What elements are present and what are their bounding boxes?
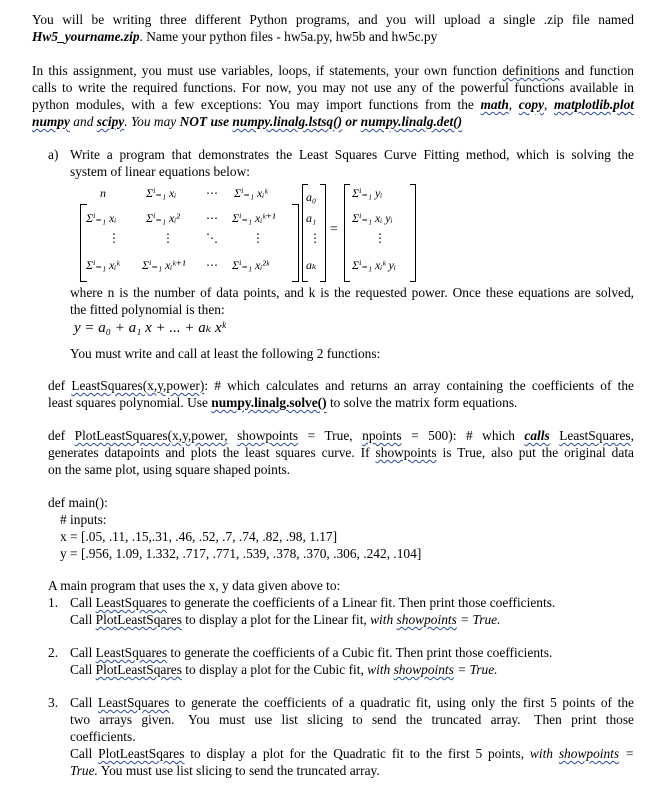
fn1-def: def bbox=[48, 378, 72, 393]
fitted-polynomial: y = a₀ + a₁ x + ... + aₖ xᵏ bbox=[74, 320, 226, 336]
m-r1c3: ⋯ bbox=[206, 186, 218, 200]
fn2-line-2-a: generates datapoints and plots the least squares curve. If bbox=[48, 445, 376, 460]
b-k: Σⁱ₌₁ xᵢᵏ yᵢ bbox=[352, 258, 396, 272]
fn1-signature: LeastSquares(x,y,power) bbox=[71, 378, 205, 393]
s3-true: True. bbox=[70, 763, 98, 778]
m-r4c4: Σⁱ₌₁ xᵢ²ᵏ bbox=[232, 258, 270, 272]
m-r3c1: ⋮ bbox=[108, 231, 120, 245]
m-r2c2: Σⁱ₌₁ xᵢ² bbox=[146, 211, 180, 225]
fn2-line-2 bbox=[48, 444, 634, 461]
fn1-line-1 bbox=[48, 377, 634, 394]
m-r1c1: n bbox=[100, 186, 106, 200]
s3-b3: = bbox=[619, 746, 635, 761]
s2-ls: LeastSquares bbox=[95, 645, 168, 660]
s3-pls: PlotLeastSqares bbox=[98, 746, 185, 761]
and-word: and bbox=[69, 114, 97, 129]
s3-b1: Call bbox=[70, 746, 99, 761]
step-3-line-2: two arrays given. You must use list slicing to send the truncated array. Then print those bbox=[70, 712, 634, 727]
rules-line-3: python modules, with a few exceptions: You may import functions from the math, copy, matplotlib.plot bbox=[32, 97, 634, 112]
part-a-line-1: Write a program that demonstrates the Least Squares Curve Fitting method, which is solving the bbox=[70, 147, 634, 162]
step-3-line-4 bbox=[70, 745, 634, 762]
s1-a1: Call bbox=[70, 595, 96, 610]
s1-b2: to display a plot for the Linear fit, bbox=[181, 612, 371, 627]
a-dots: ⋮ bbox=[309, 231, 321, 245]
s3-ls: LeastSquares bbox=[97, 695, 170, 710]
x-data: x = [.05, .11, .15,.31, .46, .52, .7, .74, .82, .98, 1.17] bbox=[60, 529, 338, 544]
part-a-line-2: system of linear equations below: bbox=[70, 164, 250, 179]
solve-func: numpy.linalg.solve() bbox=[211, 395, 327, 410]
step-1-num: 1. bbox=[48, 595, 59, 610]
det-func: numpy.linalg.det() bbox=[360, 114, 463, 129]
a-0: a₀ bbox=[306, 190, 317, 204]
s3-with: with bbox=[529, 746, 559, 761]
fn2-calls: calls bbox=[524, 428, 550, 443]
fn2-line-3: on the same plot, using square shaped points. bbox=[48, 462, 291, 477]
module-scipy: scipy bbox=[96, 114, 125, 129]
m-r1c2: Σⁱ₌₁ xᵢ bbox=[146, 186, 177, 200]
b-bracket-left bbox=[344, 184, 350, 282]
fn2-line-2-sp: showpoints bbox=[375, 445, 437, 460]
equals-sign: = bbox=[330, 222, 338, 237]
m-r2c1: Σⁱ₌₁ xᵢ bbox=[86, 211, 117, 225]
s2-b1: Call bbox=[70, 662, 96, 677]
part-a-after-2: the fitted polynomial is then: bbox=[70, 302, 225, 317]
fn1-line-2-a: least squares polynomial. Use bbox=[48, 395, 212, 410]
step-3-num: 3. bbox=[48, 695, 59, 710]
fn2-npoints: npoints bbox=[362, 428, 402, 443]
s1-ls: LeastSquares bbox=[95, 595, 168, 610]
b-dots: ⋮ bbox=[374, 231, 386, 245]
rules-line-2: calls to write the required functions. For now, you may not use any of the powerful functions available in bbox=[32, 80, 634, 95]
s1-b3: = True. bbox=[456, 612, 501, 627]
rules-line-1 bbox=[32, 62, 634, 79]
matrix-bracket-right bbox=[292, 204, 299, 282]
s3-a2: to generate the coefficients of a quadratic fit, using only the first 5 points of the bbox=[169, 695, 634, 710]
rules-line-1-c: and function bbox=[559, 63, 634, 78]
module-math: math bbox=[480, 97, 509, 112]
rules-definitions: definitions bbox=[502, 63, 560, 78]
s1-with: with bbox=[370, 612, 397, 627]
main-intro: A main program that uses the x, y data given above to: bbox=[48, 578, 341, 593]
step-1-line-1 bbox=[70, 594, 634, 611]
m-r4c1: Σⁱ₌₁ xᵢᵏ bbox=[86, 258, 120, 272]
fn2-showpoints: showpoints bbox=[237, 428, 299, 443]
module-matplotlib: matplotlib.plot bbox=[554, 97, 634, 112]
s2-pls: PlotLeastSqares bbox=[95, 662, 182, 677]
step-2-num: 2. bbox=[48, 645, 59, 660]
rules-line-3-a: python modules, with a few exceptions: You may import functions from the bbox=[32, 97, 481, 112]
fn2-signature: PlotLeastSquares(x,y,power, bbox=[74, 428, 228, 443]
step-2-line-1 bbox=[70, 644, 634, 661]
s3-sp: showpoints bbox=[558, 746, 620, 761]
s2-a2: to generate the coefficients of a Cubic fit. Then print those coefficients. bbox=[167, 645, 553, 660]
m-r4c2: Σⁱ₌₁ xᵢᵏ⁺¹ bbox=[142, 258, 186, 272]
s2-a1: Call bbox=[70, 645, 96, 660]
s2-b2: to display a plot for the Cubic fit, bbox=[181, 662, 368, 677]
m-r3c3: ⋱ bbox=[206, 231, 218, 245]
step-2-line-2 bbox=[70, 661, 634, 678]
step-3-line-5 bbox=[70, 762, 380, 779]
s3-b2: to display a plot for the Quadratic fit to the first 5 points, bbox=[184, 746, 530, 761]
fn2-line-1 bbox=[48, 427, 634, 444]
fn2-def: def bbox=[48, 428, 75, 443]
step-3-line-1 bbox=[70, 694, 634, 711]
m-r3c2: ⋮ bbox=[162, 231, 174, 245]
b-1: Σⁱ₌₁ xᵢ yᵢ bbox=[352, 211, 393, 225]
a-k: aₖ bbox=[306, 258, 317, 272]
main-def: def main(): bbox=[48, 495, 108, 510]
s2-with: with bbox=[367, 662, 394, 677]
fn1-line-2 bbox=[48, 394, 634, 411]
m-r1c4: Σⁱ₌₁ xᵢᵏ bbox=[234, 186, 268, 200]
rules-line-1-a: In this assignment, you must use variables, loops, if statements, your own function bbox=[32, 63, 503, 78]
m-r2c4: Σⁱ₌₁ xᵢᵏ⁺¹ bbox=[232, 211, 276, 225]
lstsq-func: numpy.linalg.lstsq() bbox=[232, 114, 343, 129]
module-numpy: numpy bbox=[32, 114, 70, 129]
rules-line-4: numpy and scipy. You may NOT use numpy.linalg.lstsq() or numpy.linalg.det() bbox=[32, 114, 463, 129]
b-bracket-right bbox=[410, 184, 416, 282]
s3-a1: Call bbox=[70, 695, 98, 710]
s1-b1: Call bbox=[70, 612, 96, 627]
hw-filename: Hw5_yourname.zip bbox=[32, 29, 140, 44]
m-r3c4: ⋮ bbox=[252, 231, 264, 245]
m-r4c3: ⋯ bbox=[206, 258, 218, 272]
step-1-line-2 bbox=[70, 611, 634, 628]
s3-l5b: You must use list slicing to send the truncated array. bbox=[97, 763, 380, 778]
main-inputs-comment: # inputs: bbox=[60, 512, 107, 527]
intro-line-2-rest: . Name your python files - hw5a.py, hw5b and hw5c.py bbox=[139, 29, 438, 44]
s1-a2: to generate the coefficients of a Linear fit. Then print those coefficients. bbox=[167, 595, 556, 610]
fn2-line-1-end: , bbox=[630, 428, 634, 443]
fn2-ls: LeastSquares bbox=[559, 428, 631, 443]
s2-sp: showpoints bbox=[393, 662, 454, 677]
fn2-line-2-b: is True, also put the original data bbox=[436, 445, 634, 460]
a-1: a₁ bbox=[306, 211, 317, 225]
intro-line-2 bbox=[32, 28, 634, 45]
fn1-comment: : # which calculates and returns an array containing the coefficients of the bbox=[204, 378, 634, 393]
fn1-line-2-b: to solve the matrix form equations. bbox=[326, 395, 518, 410]
module-copy: copy bbox=[518, 97, 545, 112]
rules-you-may: You may bbox=[127, 114, 180, 129]
part-a-after-1: where n is the number of data points, and k is the requested power. Once these equations are solved, bbox=[70, 285, 634, 300]
s2-b3: = True. bbox=[453, 662, 498, 677]
or-word: or bbox=[342, 114, 361, 129]
step-3-line-3: coefficients. bbox=[70, 729, 136, 744]
s1-sp: showpoints bbox=[396, 612, 457, 627]
must-call-text: You must write and call at least the following 2 functions: bbox=[70, 346, 381, 361]
part-a-label: a) bbox=[48, 147, 59, 162]
m-r2c3: ⋯ bbox=[206, 211, 218, 225]
not-use: NOT use bbox=[179, 114, 230, 129]
b-0: Σⁱ₌₁ yᵢ bbox=[352, 186, 383, 200]
fn2-mid: = True, bbox=[298, 428, 363, 443]
fn2-mid2: = 500): # which bbox=[401, 428, 525, 443]
s1-pls: PlotLeastSqares bbox=[95, 612, 182, 627]
intro-line-1: You will be writing three different Python programs, and you will upload a single .zip file named bbox=[32, 12, 634, 27]
y-data: y = [.956, 1.09, 1.332, .717, .771, .539, .378, .370, .306, .242, .104] bbox=[60, 546, 422, 561]
